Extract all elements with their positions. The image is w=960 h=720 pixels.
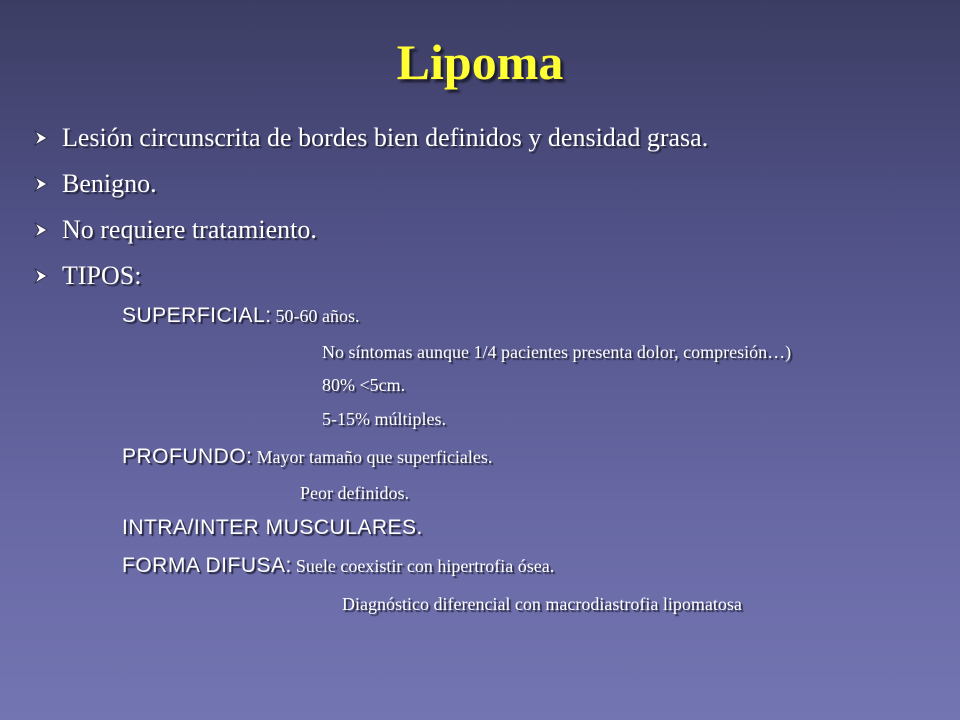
type-heading: SUPERFICIAL: bbox=[122, 304, 272, 327]
bullet-item bbox=[32, 118, 708, 158]
arrowhead-bullet-icon bbox=[32, 129, 62, 147]
slide-title: Lipoma bbox=[396, 34, 564, 90]
arrowhead-bullet-icon bbox=[32, 221, 62, 239]
arrowhead-bullet-icon bbox=[32, 267, 62, 285]
type-detail: Suele coexistir con hipertrofia ósea. bbox=[295, 556, 555, 576]
bullet-item bbox=[32, 164, 157, 204]
bullet-item bbox=[32, 210, 317, 250]
type-detail: Peor definidos. bbox=[300, 483, 409, 503]
type-detail: 80% <5cm. bbox=[322, 375, 406, 395]
type-intra-inter bbox=[122, 516, 423, 540]
type-detail: Mayor tamaño que superficiales. bbox=[256, 447, 493, 467]
type-detail: Diagnóstico diferencial con macrodiastrofia lipomatosa bbox=[342, 594, 742, 614]
type-profundo bbox=[122, 445, 492, 469]
type-detail: No síntomas aunque 1/4 pacientes presenta dolor, compresión…) bbox=[322, 342, 792, 362]
bullet-text: Benigno. bbox=[62, 169, 157, 198]
arrowhead-bullet-icon bbox=[32, 175, 62, 193]
bullet-text: Lesión circunscrita de bordes bien definidos y densidad grasa. bbox=[62, 123, 709, 152]
type-heading: INTRA/INTER MUSCULARES. bbox=[122, 516, 423, 539]
bullet-item bbox=[32, 256, 141, 296]
type-heading: PROFUNDO: bbox=[122, 445, 253, 468]
type-superficial bbox=[122, 304, 360, 328]
type-heading: FORMA DIFUSA: bbox=[122, 554, 292, 577]
type-detail: 50-60 años. bbox=[275, 306, 360, 326]
type-forma-difusa bbox=[122, 554, 554, 578]
bullet-text: No requiere tratamiento. bbox=[62, 215, 317, 244]
bullet-text: TIPOS: bbox=[62, 261, 142, 290]
type-detail: 5-15% múltiples. bbox=[322, 409, 446, 429]
